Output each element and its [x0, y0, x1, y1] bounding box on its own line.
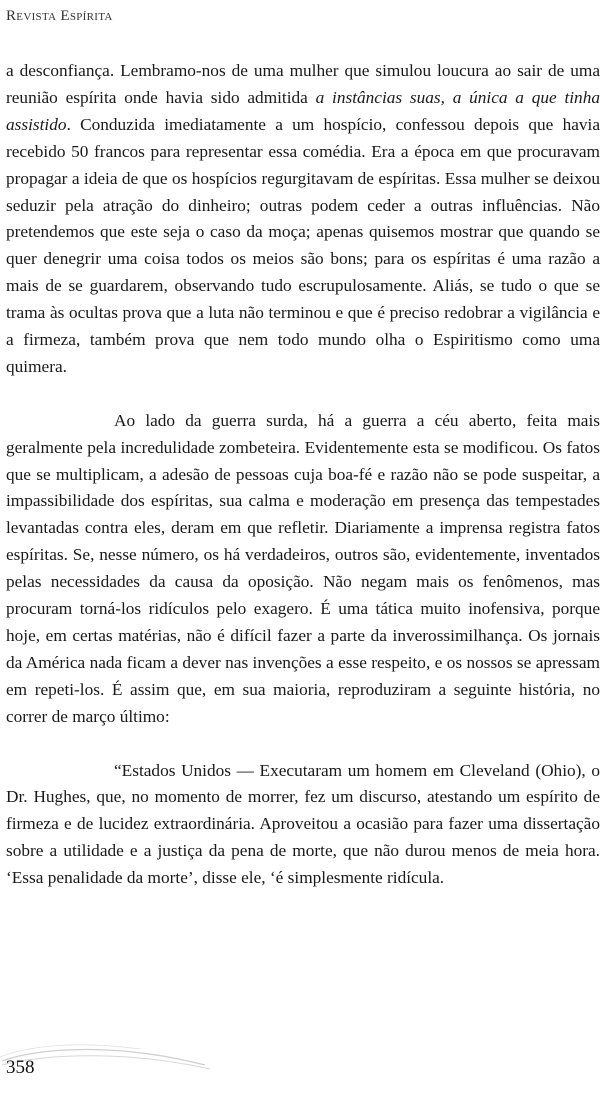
italic-text-run: a instâncias suas, a única a que tinha assistido [6, 87, 600, 134]
paragraph-2 [6, 408, 600, 731]
paragraph-3 [6, 758, 600, 893]
page-number: 358 [6, 1057, 35, 1078]
running-head: Revista Espírita [6, 8, 113, 24]
text-run: . Conduzida imediatamente a um hospício, confessou depois que havia recebido 50 francos para representar essa comédia. Era a época em que procuravam propagar a ideia de que os hospícios regurgitavam de espíritas. Essa mulher se deixou seduzir pela atração do dinheiro; outras podem ceder a outras influências. Não pretendemos que este seja o caso da moça; apenas quisemos mostrar que quando se quer denegrir uma coisa todos os meios são bons; para os espíritas é uma razão a mais de se guardarem, observando tudo escrupulosamente. Aliás, se tudo o que se trama às ocultas prova que a luta não terminou e que é preciso redobrar a vigilância e a firmeza, também prova que nem todo mundo olha o Espiritismo como uma quimera. [6, 114, 600, 376]
text-run: “Estados Unidos — Executaram um homem em Cleveland (Ohio), o Dr. Hughes, que, no momento de morrer, fez um discurso, atestando um espírito de firmeza e de lucidez extraordinária. Aproveitou a ocasião para fazer uma dissertação sobre a utilidade e a justiça da pena de morte, que não durou menos de meia hora. ‘Essa penalidade da morte’, disse ele, ‘é simplesmente ridícula. [6, 760, 600, 888]
body-text [6, 58, 600, 892]
text-run: Ao lado da guerra surda, há a guerra a céu aberto, feita mais geralmente pela incredulidade zombeteira. Evidentemente esta se modificou. Os fatos que se multiplicam, a adesão de pessoas cuja boa-fé e razão não se pode suspeitar, a impassibilidade dos espíritas, sua calma e moderação em presença das tempestades levantadas contra eles, deram em que refletir. Diariamente a imprensa registra fatos espíritas. Se, nesse número, os há verdadeiros, outros são, evidentemente, inventados pelas necessidades da causa da oposição. Não negam mais os fenômenos, mas procuram torná-los ridículos pelo exagero. É uma tática muito inofensiva, porque hoje, em certas matérias, não é difícil fazer a parte da inverossimilhança. Os jornais da América nada ficam a dever nas invenções a esse respeito, e os nossos se apressam em repeti-los. É assim que, em sua maioria, reproduziram a seguinte história, no correr de março último: [6, 410, 600, 726]
paragraph-1 [6, 58, 600, 381]
text-run: a desconfiança. Lembramo-nos de uma mulher que simulou loucura ao sair de uma reunião espírita onde havia sido admitida [6, 61, 600, 107]
